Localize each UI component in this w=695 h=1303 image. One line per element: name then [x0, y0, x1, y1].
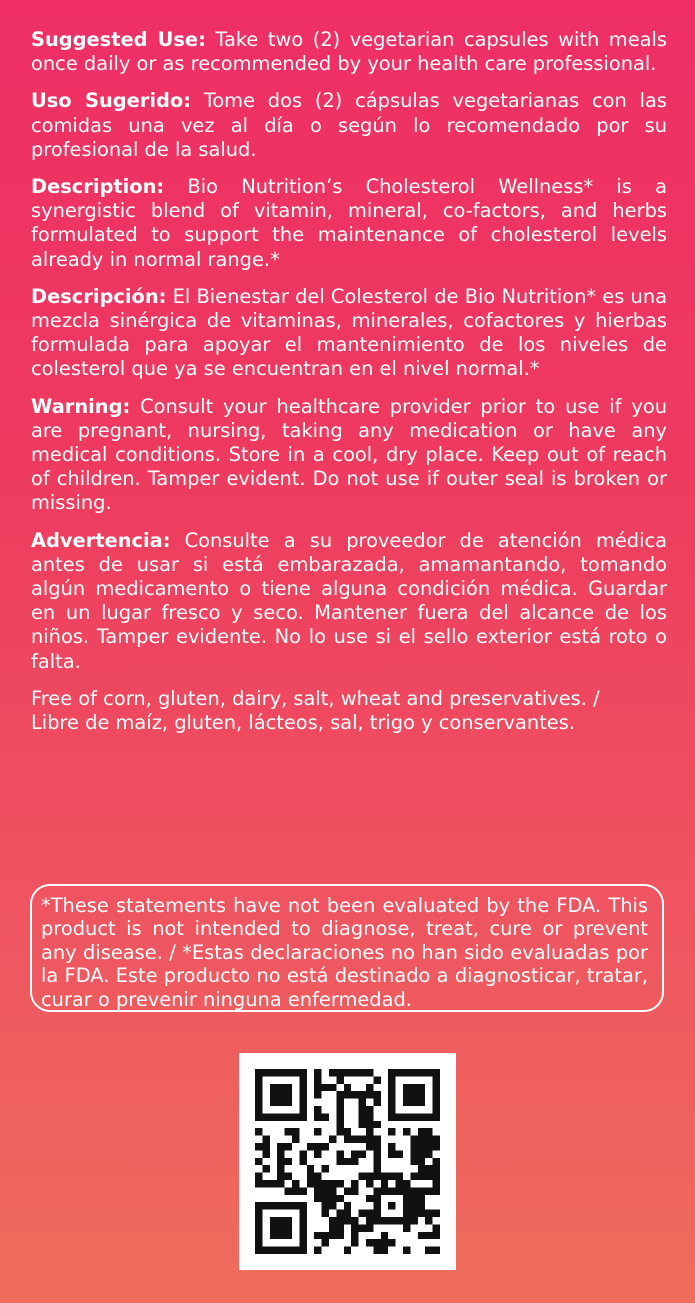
- description-en-heading: Description:: [31, 175, 165, 199]
- free-of-statement: [31, 687, 667, 735]
- suggested-use-en-text: Take two (2) vegetarian capsules with meals once daily or as recommended by your health care professional.: [31, 28, 668, 76]
- warning-es-heading: Advertencia:: [31, 528, 171, 552]
- warning-en-heading: Warning:: [31, 394, 131, 418]
- label-text-content: [31, 28, 667, 735]
- suggested-use-en-heading: Suggested Use:: [31, 28, 206, 51]
- warning-es: [31, 529, 667, 674]
- description-es-text: El Bienestar del Colesterol de Bio Nutrition* es una mezcla sinérgica de vitaminas, minerales, cofactores y hierbas formulada para apoyar el mantenimiento de los niveles de colesterol que ya se encuentran en el nivel normal.*: [31, 284, 667, 381]
- suggested-use-en: [31, 28, 667, 76]
- qr-code[interactable]: [239, 1053, 456, 1270]
- qr-code-icon: [255, 1069, 440, 1254]
- warning-en: [31, 395, 667, 516]
- description-en-text: Bio Nutrition’s Cholesterol Wellness* is a synergistic blend of vitamin, mineral, co-factors, and herbs formulated to support the maintenance of cholesterol levels already in normal range.*: [31, 175, 667, 271]
- fda-disclaimer-text: *These statements have not been evaluated by the FDA. This product is not intended to diagnose, treat, cure or prevent any disease. / *Estas declaraciones no han sido evaluadas por la FDA. Este producto no está destinado a diagnosticar, tratar, curar o prevenir ninguna enfermedad.: [41, 894, 648, 1011]
- description-en: [31, 175, 667, 272]
- suggested-use-es: [31, 89, 667, 162]
- warning-en-text: Consult your healthcare provider prior to use if you are pregnant, nursing, taking any medication or have any medical conditions. Store in a cool, dry place. Keep out of reach of children. Tamper evident. Do not use if outer seal is broken or missing.: [31, 394, 667, 515]
- description-es: [31, 285, 667, 382]
- fda-disclaimer-box: [30, 884, 664, 1012]
- description-es-heading: Descripción:: [31, 284, 167, 308]
- free-of-line-en: Free of corn, gluten, dairy, salt, wheat and preservatives. /: [31, 686, 600, 710]
- free-of-line-es: Libre de maíz, gluten, lácteos, sal, trigo y conservantes.: [31, 711, 575, 735]
- suggested-use-es-text: Tome dos (2) cápsulas vegetarianas con las comidas una vez al día o según lo recomendado por su profesional de la salud.: [31, 89, 667, 161]
- warning-es-text: Consulte a su proveedor de atención médica antes de usar si está embarazada, amamantando, tomando algún medicamento o tiene alguna condición médica. Guardar en un lugar fresco y seco. Mantener fuera del alcance de los niños. Tamper evidente. No lo use si el sello exterior está roto o falta.: [31, 528, 667, 673]
- suggested-use-es-heading: Uso Sugerido:: [31, 89, 191, 113]
